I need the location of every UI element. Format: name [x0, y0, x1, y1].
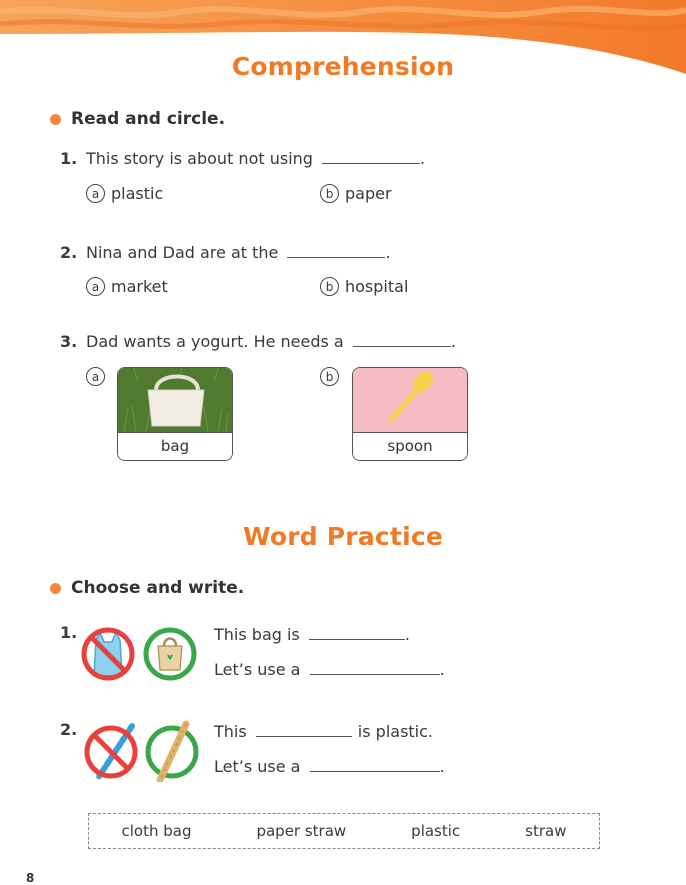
option-2b[interactable]	[320, 277, 408, 296]
question-number: 1.	[60, 149, 78, 168]
word-bank	[88, 813, 600, 849]
word-practice-title: Word Practice	[242, 522, 444, 551]
option-text: paper	[345, 184, 392, 203]
option-3b-label: spoon	[353, 432, 467, 461]
question-1	[60, 149, 425, 168]
option-3b-letter	[320, 367, 345, 386]
spoon-photo	[353, 368, 467, 432]
answer-blank[interactable]	[309, 625, 405, 640]
paper-straw-ok-icon	[142, 720, 204, 782]
answer-blank[interactable]	[256, 722, 352, 737]
option-1a[interactable]	[86, 184, 163, 203]
question-text: This story is about not using	[86, 149, 313, 168]
question-number: 3.	[60, 332, 78, 351]
sentence-text: This	[214, 722, 247, 741]
bullet-dot	[50, 114, 61, 125]
option-3b-card[interactable]	[352, 367, 468, 461]
word-practice-instruction	[50, 578, 244, 598]
item-number: 1.	[60, 623, 78, 642]
answer-blank[interactable]	[287, 243, 385, 258]
plastic-straw-crossed-icon	[80, 720, 142, 782]
sentence-after: is plastic.	[357, 722, 434, 741]
cloth-bag-photo	[118, 368, 232, 432]
item-number: 2.	[60, 720, 78, 739]
practice-1-line1	[214, 625, 410, 644]
practice-1-line2	[214, 660, 445, 679]
cloth-bag-ok-icon	[142, 626, 198, 682]
question-3	[60, 332, 456, 351]
comprehension-instruction	[50, 109, 225, 129]
question-text: Nina and Dad are at the	[86, 243, 279, 262]
option-text: hospital	[345, 277, 409, 296]
question-text: Dad wants a yogurt. He needs a	[86, 332, 344, 351]
practice-2-line1	[214, 722, 433, 741]
sentence-text: Let’s use a	[214, 757, 301, 776]
word-bank-item[interactable]: straw	[525, 822, 567, 840]
option-1b[interactable]	[320, 184, 392, 203]
question-end: .	[385, 243, 391, 262]
option-2a[interactable]	[86, 277, 168, 296]
plastic-bag-crossed-icon	[80, 626, 136, 682]
option-letter: a	[86, 184, 105, 203]
sentence-text: Let’s use a	[214, 660, 301, 679]
instruction-text: Choose and write.	[71, 578, 245, 598]
sentence-text: This bag is	[214, 625, 300, 644]
option-letter: a	[86, 277, 105, 296]
option-text: plastic	[111, 184, 164, 203]
bullet-dot	[50, 583, 61, 594]
word-bank-item[interactable]: cloth bag	[121, 822, 192, 840]
page-number: 8	[26, 871, 35, 885]
answer-blank[interactable]	[353, 332, 451, 347]
sentence-end: .	[439, 757, 445, 776]
sentence-end: .	[439, 660, 445, 679]
question-end: .	[450, 332, 456, 351]
instruction-text: Read and circle.	[71, 109, 226, 129]
sentence-end: .	[404, 625, 410, 644]
option-letter: b	[320, 367, 339, 386]
option-letter: b	[320, 277, 339, 296]
comprehension-title: Comprehension	[231, 52, 455, 81]
option-3a-letter	[86, 367, 111, 386]
practice-2-line2	[214, 757, 445, 776]
answer-blank[interactable]	[310, 757, 440, 772]
question-number: 2.	[60, 243, 78, 262]
option-3a-label: bag	[118, 432, 232, 461]
word-bank-item[interactable]: paper straw	[256, 822, 347, 840]
option-letter: a	[86, 367, 105, 386]
question-end: .	[420, 149, 426, 168]
option-text: market	[111, 277, 168, 296]
option-3a-card[interactable]	[117, 367, 233, 461]
answer-blank[interactable]	[322, 149, 420, 164]
question-2	[60, 243, 391, 262]
word-bank-item[interactable]: plastic	[411, 822, 461, 840]
answer-blank[interactable]	[310, 660, 440, 675]
option-letter: b	[320, 184, 339, 203]
